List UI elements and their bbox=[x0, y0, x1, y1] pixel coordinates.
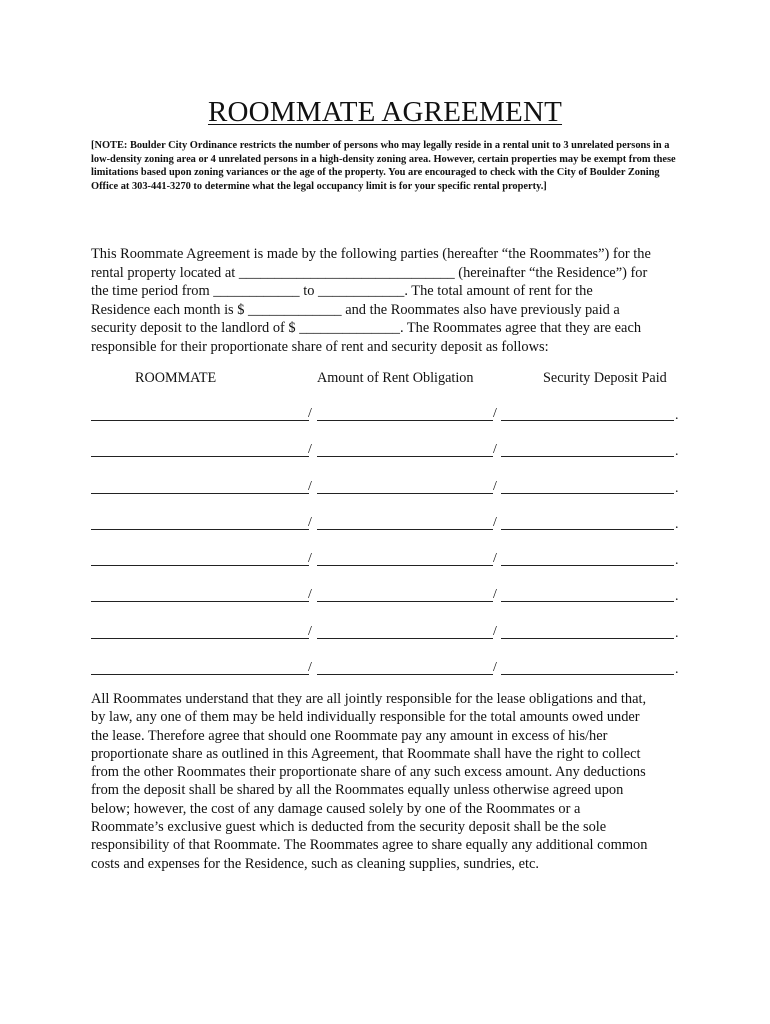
body-line: All Roommates understand that they are all jointly responsible for the lease obligations and that, bbox=[91, 691, 647, 707]
row-separator: / bbox=[308, 442, 312, 458]
deposit-paid-blank[interactable] bbox=[501, 601, 674, 602]
row-terminator: . bbox=[675, 444, 679, 460]
roommate-row bbox=[91, 658, 683, 694]
rent-obligation-blank[interactable] bbox=[317, 674, 493, 675]
row-separator: / bbox=[493, 514, 497, 530]
roommate-table-rows bbox=[91, 404, 683, 694]
rent-obligation-blank[interactable] bbox=[317, 565, 493, 566]
row-terminator: . bbox=[675, 408, 679, 423]
deposit-paid-blank[interactable] bbox=[501, 565, 674, 566]
joint-responsibility-paragraph bbox=[91, 690, 683, 873]
row-separator: / bbox=[493, 442, 497, 458]
body-line: the lease. Therefore agree that should one Roommate pay any amount in excess of his/her bbox=[91, 727, 608, 744]
intro-line: security deposit to the landlord of $ ______________. The Roommates agree that they are each bbox=[91, 320, 642, 337]
row-separator: / bbox=[308, 514, 312, 530]
roommate-name-blank[interactable] bbox=[91, 565, 309, 566]
column-header-rent: Amount of Rent Obligation bbox=[317, 370, 474, 386]
rent-obligation-blank[interactable] bbox=[317, 638, 493, 639]
body-line: costs and expenses for the Residence, such as cleaning supplies, sundries, etc. bbox=[91, 855, 539, 872]
roommate-name-blank[interactable] bbox=[91, 674, 309, 675]
rent-obligation-blank[interactable] bbox=[317, 420, 493, 421]
intro-line: This Roommate Agreement is made by the following parties (hereafter “the Roommates”) for the bbox=[91, 246, 651, 262]
row-separator: / bbox=[308, 660, 312, 676]
row-separator: / bbox=[308, 551, 312, 567]
intro-line: responsible for their proportionate share of rent and security deposit as follows: bbox=[91, 338, 549, 355]
deposit-paid-blank[interactable] bbox=[501, 456, 674, 457]
roommate-row bbox=[91, 622, 683, 658]
roommate-row bbox=[91, 585, 683, 621]
row-terminator: . bbox=[675, 480, 679, 496]
intro-paragraph bbox=[91, 245, 683, 357]
roommate-row bbox=[91, 404, 683, 440]
rent-obligation-blank[interactable] bbox=[317, 529, 493, 530]
roommate-name-blank[interactable] bbox=[91, 493, 309, 494]
body-line: responsibility of that Roommate. The Roommates agree to share equally any additional common bbox=[91, 837, 648, 854]
row-separator: / bbox=[308, 623, 312, 639]
row-separator: / bbox=[308, 406, 312, 421]
rent-obligation-blank[interactable] bbox=[317, 601, 493, 602]
roommate-row bbox=[91, 477, 683, 513]
body-line: from the deposit shall be shared by all the Roommates equally unless otherwise agreed upon bbox=[91, 782, 624, 799]
roommate-row bbox=[91, 513, 683, 549]
body-line: from the other Roommates their proportionate share of any such excess amount. Any deductions bbox=[91, 764, 646, 781]
row-separator: / bbox=[493, 660, 497, 676]
rent-obligation-blank[interactable] bbox=[317, 456, 493, 457]
deposit-paid-blank[interactable] bbox=[501, 638, 674, 639]
column-header-deposit: Security Deposit Paid bbox=[543, 370, 667, 386]
body-line: by law, any one of them may be held individually responsible for the total amounts owed under bbox=[91, 709, 640, 726]
roommate-name-blank[interactable] bbox=[91, 456, 309, 457]
row-terminator: . bbox=[675, 662, 679, 678]
row-separator: / bbox=[493, 587, 497, 603]
roommate-row bbox=[91, 549, 683, 585]
row-terminator: . bbox=[675, 516, 679, 532]
deposit-paid-blank[interactable] bbox=[501, 674, 674, 675]
intro-line: Residence each month is $ _____________ and the Roommates also have previously paid a bbox=[91, 301, 620, 318]
roommate-table-header bbox=[91, 370, 681, 390]
document-title: ROOMMATE AGREEMENT bbox=[207, 96, 563, 128]
rent-obligation-blank[interactable] bbox=[317, 493, 493, 494]
row-separator: / bbox=[308, 587, 312, 603]
row-separator: / bbox=[493, 406, 497, 421]
body-line: below; however, the cost of any damage caused solely by one of the Roommates or a bbox=[91, 800, 581, 817]
row-terminator: . bbox=[675, 625, 679, 641]
roommate-name-blank[interactable] bbox=[91, 420, 309, 421]
row-separator: / bbox=[493, 551, 497, 567]
deposit-paid-blank[interactable] bbox=[501, 420, 674, 421]
row-separator: / bbox=[493, 478, 497, 494]
roommate-row bbox=[91, 440, 683, 476]
deposit-paid-blank[interactable] bbox=[501, 529, 674, 530]
intro-line: the time period from ____________ to ____________. The total amount of rent for the bbox=[91, 283, 593, 300]
occupancy-note: [NOTE: Boulder City Ordinance restricts the number of persons who may legally reside in a rental unit to 3 unrelated persons in a low-density zoning area or 4 unrelated persons in a high-density zoning area. However, certain properties may be exempt from these limitations based upon zoning variances or the age of the property. You are encouraged to check with the City of Boulder Zoning Office at 303-441-3270 to determine what the legal occupancy limit is for your specific rental property.] bbox=[91, 140, 676, 192]
roommate-name-blank[interactable] bbox=[91, 529, 309, 530]
deposit-paid-blank[interactable] bbox=[501, 493, 674, 494]
roommate-name-blank[interactable] bbox=[91, 601, 309, 602]
body-line: Roommate’s exclusive guest which is deducted from the security deposit shall be the sole bbox=[91, 819, 607, 836]
roommate-name-blank[interactable] bbox=[91, 638, 309, 639]
row-separator: / bbox=[308, 478, 312, 494]
column-header-roommate: ROOMMATE bbox=[135, 370, 217, 386]
row-separator: / bbox=[493, 623, 497, 639]
intro-line: rental property located at ______________________________ (hereinafter “the Residence”) for bbox=[91, 264, 648, 281]
row-terminator: . bbox=[675, 553, 679, 569]
row-terminator: . bbox=[675, 589, 679, 605]
body-line: proportionate share as outlined in this Agreement, that Roommate shall have the right to collect bbox=[91, 745, 641, 762]
